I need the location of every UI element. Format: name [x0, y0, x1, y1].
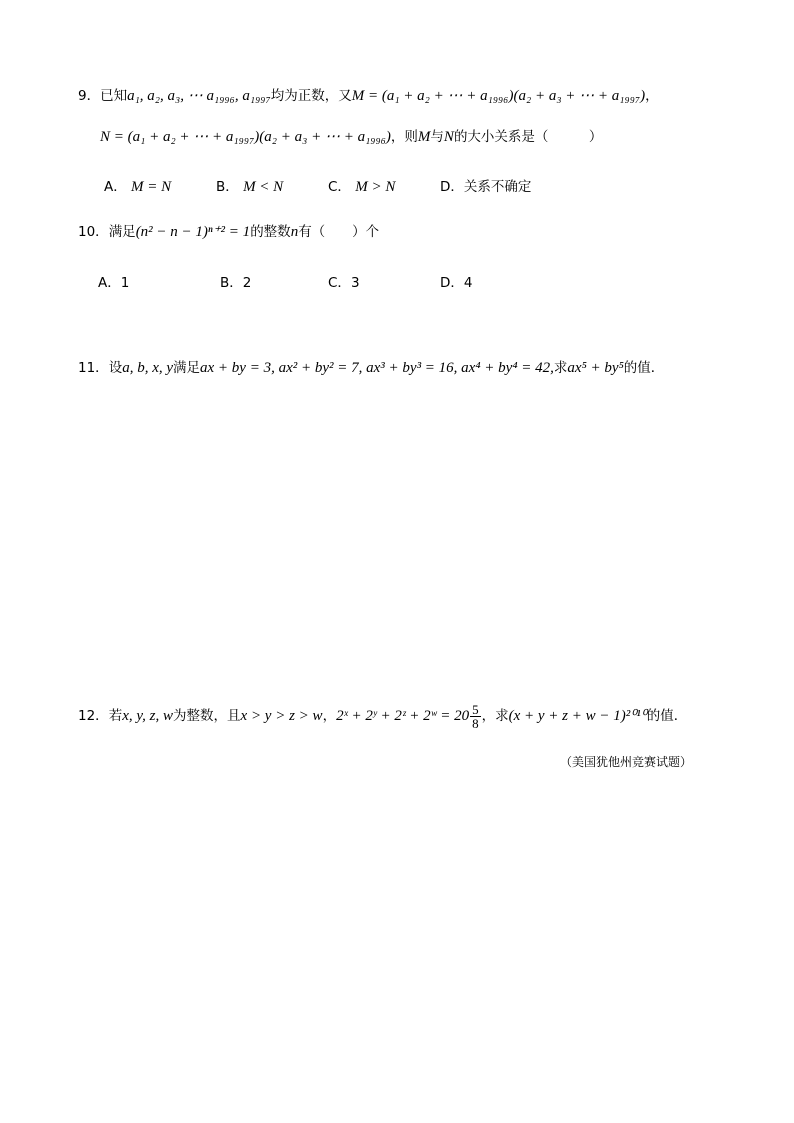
- question-9-line-1: 9．已知a₁, a₂, a₃, ⋯ a₁₉₉₆, a₁₉₉₇均为正数，又M = (a₁ + a₂ + ⋯ + a₁₉₉₆)(a₂ + a₃ + ⋯ + a₁₉₉₇)，: [78, 88, 659, 104]
- power-equation: (n² − n − 1)ⁿ⁺² = 1: [135, 224, 251, 240]
- sequence-expression: a₁, a₂, a₃, ⋯ a₁₉₉₆, a₁₉₉₇: [127, 88, 271, 104]
- question-10-line: 10．满足(n² − n − 1)ⁿ⁺² = 1的整数n有（ ）个: [78, 224, 380, 240]
- question-number: 9．: [78, 88, 101, 104]
- option-b: B．2: [220, 275, 252, 291]
- condition-equations: ax + by = 3, ax² + by² = 7, ax³ + by³ = 16, ax⁴ + by⁴ = 42,: [200, 360, 554, 376]
- option-c: C．3: [328, 275, 360, 291]
- option-a: A． M = N: [104, 179, 172, 195]
- N-expression: N = (a₁ + a₂ + ⋯ + a₁₉₉₇)(a₂ + a₃ + ⋯ + a₁₉₉₆): [100, 129, 391, 145]
- option-d: D．4: [440, 275, 473, 291]
- question-9-line-2: N = (a₁ + a₂ + ⋯ + a₁₉₉₇)(a₂ + a₃ + ⋯ + a₁₉₉₆)，则M与N的大小关系是（ ）: [100, 129, 603, 145]
- question-11-line: 11．设a, b, x, y满足ax + by = 3, ax² + by² = 7, ax³ + by³ = 16, ax⁴ + by⁴ = 42,求ax⁵ + by⁵的值．: [78, 360, 665, 376]
- question-number: 10．: [78, 224, 109, 240]
- option-b: B． M < N: [216, 179, 284, 195]
- mixed-fraction: $\frac{5}{8}$: [472, 702, 479, 732]
- question-source: （美国犹他州竞赛试题）: [560, 755, 693, 769]
- option-d: D．关系不确定: [440, 179, 532, 195]
- question-12-line: 12．若x, y, z, w为整数，且x > y > z > w，2ˣ + 2ʸ + 2ᶻ + 2ʷ = 20 $\frac{5}{8}$ ，求(x + y + z + w − 1)²⁰¹⁰的值．: [78, 702, 688, 732]
- question-number: 11．: [78, 360, 109, 376]
- option-a: A．1: [98, 275, 130, 291]
- M-expression: M = (a₁ + a₂ + ⋯ + a₁₉₉₆)(a₂ + a₃ + ⋯ + a₁₉₉₇): [351, 88, 646, 104]
- inequality-chain: x > y > z > w: [240, 708, 323, 724]
- option-c: C． M > N: [328, 179, 396, 195]
- target-expression: ax⁵ + by⁵: [567, 360, 624, 376]
- question-number: 12．: [78, 708, 109, 724]
- exponent-sum-equation: 2ˣ + 2ʸ + 2ᶻ + 2ʷ = 20: [336, 708, 470, 724]
- target-expression: (x + y + z + w − 1)²⁰¹⁰: [508, 708, 647, 724]
